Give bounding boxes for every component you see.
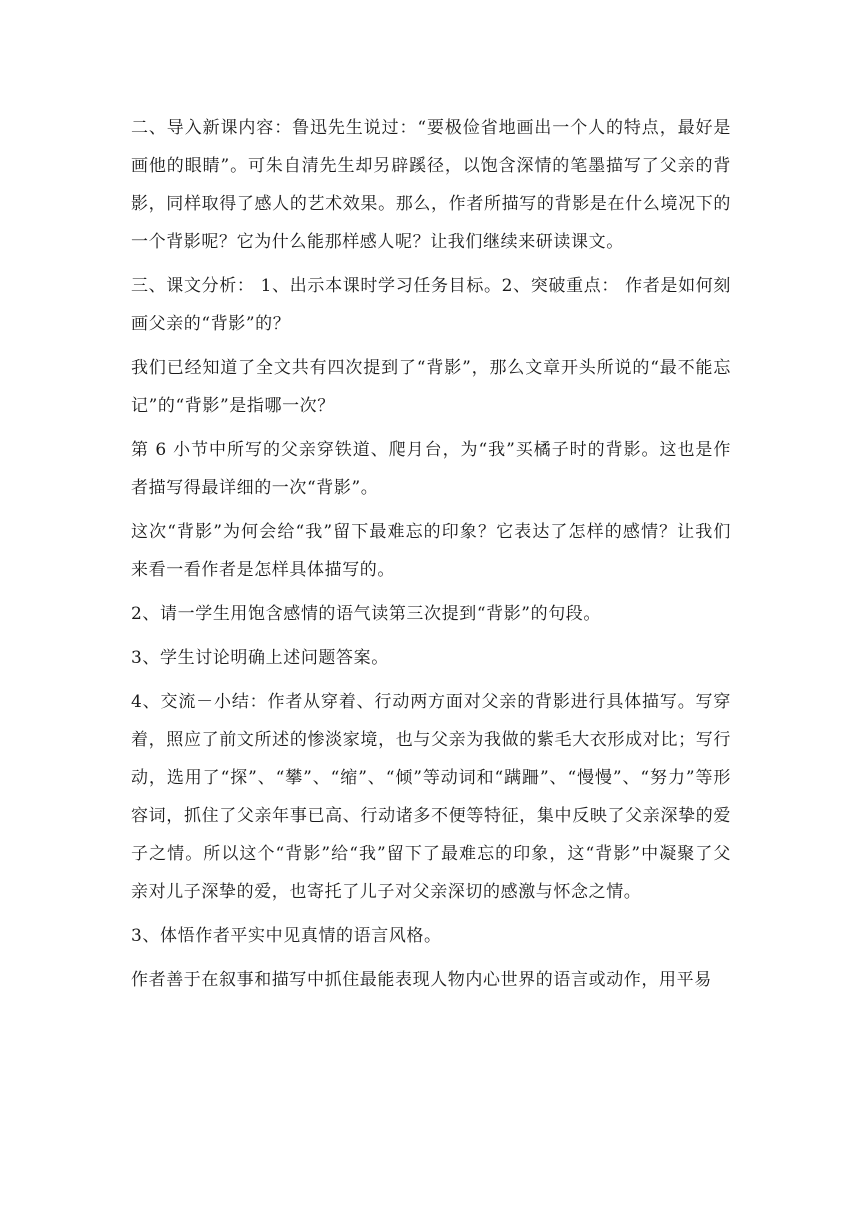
paragraph-step-4-summary: 4、交流－小结：作者从穿着、行动两方面对父亲的背影进行具体描写。写穿着，照应了前文所述的惨淡家境，也与父亲为我做的紫毛大衣形成对比；写行动，选用了“探”、“攀”、“缩”、“倾”等动词和“蹒跚”、“慢慢”、“努力”等形容词，抓住了父亲年事已高、行动诸多不便等特征，集中反映了父亲深挚的爱子之情。所以这个“背影”给“我”留下了最难忘的印象，这“背影”中凝聚了父亲对儿子深挚的爱，也寄托了儿子对父亲深切的感激与怀念之情。 xyxy=(131,692,731,902)
paragraph-language-analysis: 作者善于在叙事和描写中抓住最能表现人物内心世界的语言或动作，用平易 xyxy=(131,970,712,990)
paragraph-step-3-language-style: 3、体悟作者平实中见真情的语言风格。 xyxy=(131,926,442,946)
paragraph-step-2: 2、请一学生用饱含感情的语气读第三次提到“背影”的句段。 xyxy=(131,604,601,624)
paragraph-analysis-heading: 三、课文分析： 1、出示本课时学习任务目标。2、突破重点： 作者是如何刻画父亲的“背影”的？ xyxy=(131,276,731,334)
paragraph-answer: 第 6 小节中所写的父亲穿铁道、爬月台，为“我”买橘子时的背影。这也是作者描写得最详细的一次“背影”。 xyxy=(131,440,731,498)
paragraph-intro: 二、导入新课内容：鲁迅先生说过：“要极俭省地画出一个人的特点，最好是画他的眼睛”。可朱自清先生却另辟蹊径，以饱含深情的笔墨描写了父亲的背影，同样取得了感人的艺术效果。那么，作者所描写的背影是在什么境况下的一个背影呢？它为什么能那样感人呢？让我们继续来研读课文。 xyxy=(131,118,731,252)
paragraph-question: 我们已经知道了全文共有四次提到了“背影”，那么文章开头所说的“最不能忘记”的“背影”是指哪一次？ xyxy=(131,358,731,416)
paragraph-follow-up-question: 这次“背影”为何会给“我”留下最难忘的印象？它表达了怎样的感情？让我们来看一看作者是怎样具体描写的。 xyxy=(131,522,731,580)
document-body xyxy=(131,109,731,1005)
paragraph-step-3-discussion: 3、学生讨论明确上述问题答案。 xyxy=(131,648,389,668)
